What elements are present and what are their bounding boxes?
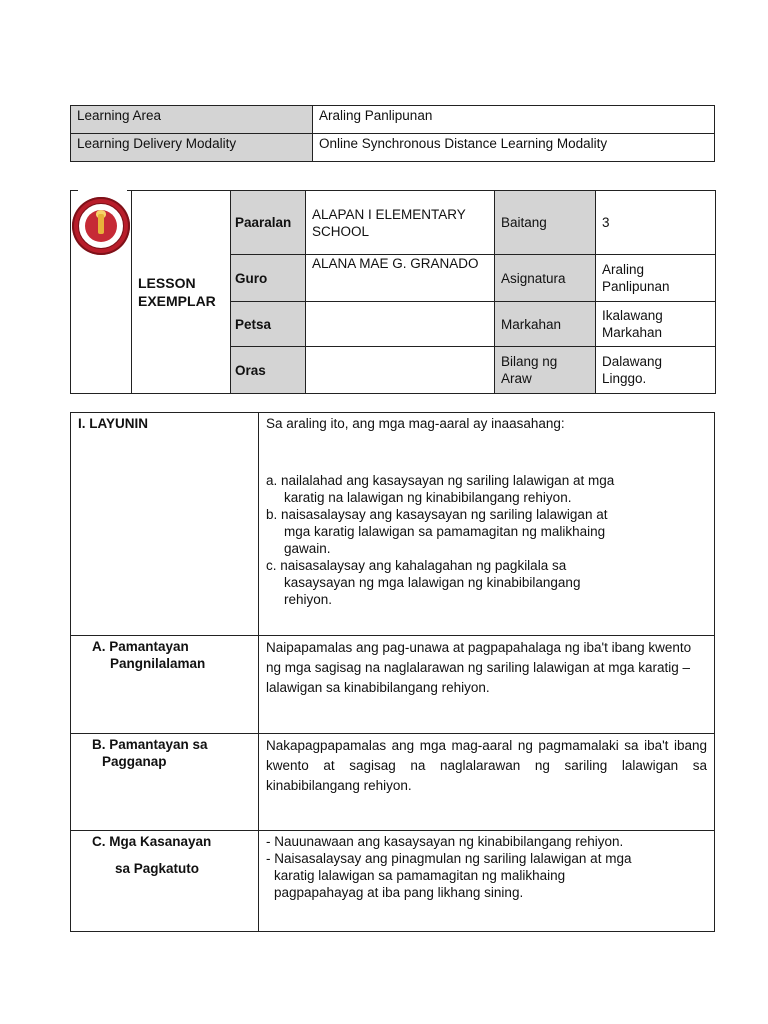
petsa-value <box>306 302 495 347</box>
list-item: c. naisasalaysay ang kahalagahan ng pagkilala sa kasaysayan ng mga lalawigan ng kinabibilangang rehiyon. <box>266 558 581 607</box>
petsa-label: Petsa <box>231 302 306 347</box>
logo-cell <box>71 191 132 394</box>
list-item: b. naisasalaysay ang kasaysayan ng sariling lalawigan at mga karatig lalawigan sa pamamagitan ng malikhaing gawain. <box>266 507 608 556</box>
guro-label: Guro <box>231 255 306 302</box>
baitang-value: 3 <box>596 191 716 255</box>
delivery-modality-label: Learning Delivery Modality <box>71 134 313 162</box>
kasanayan-content <box>259 831 715 932</box>
pamantayan-pangnilalaman-text: Naipapamalas ang pag-unawa at pagpapahalaga ng iba't ibang kwento ng mga sagisag na naglalarawan ng sariling lalawigan at mga karatig –lalawigan sa kinabibilangang rehiyon. <box>259 636 715 734</box>
lesson-header-table <box>70 190 716 394</box>
asignatura-value: Araling Panlipunan <box>596 255 716 302</box>
list-item: a. nailalahad ang kasaysayan ng sariling lalawigan at mga karatig na lalawigan ng kinabibilangang rehiyon. <box>266 473 615 505</box>
list-item: - Nauunawaan ang kasaysayan ng kinabibilangang rehiyon. <box>266 834 624 849</box>
asignatura-label: Asignatura <box>495 255 596 302</box>
baitang-label: Baitang <box>495 191 596 255</box>
school-seal-icon <box>72 197 130 255</box>
table-row <box>71 636 715 734</box>
learning-area-label: Learning Area <box>71 106 313 134</box>
delivery-modality-value: Online Synchronous Distance Learning Modality <box>313 134 715 162</box>
kasanayan-label: C. Mga Kasanayan sa Pagkatuto <box>71 831 259 932</box>
table-row <box>71 413 715 636</box>
bilang-value: Dalawang Linggo. <box>596 347 716 394</box>
learning-area-value: Araling Panlipunan <box>313 106 715 134</box>
kasanayan-list <box>266 833 707 901</box>
list-item: - Naisasalaysay ang pinagmulan ng sariling lalawigan at mga karatig lalawigan sa pamamagitan ng malikhaing pagpapahayag at iba pang likhang sining. <box>266 851 632 900</box>
pamantayan-pagganap-label: B. Pamantayan sa Pagganap <box>71 734 259 831</box>
lesson-content-table <box>70 412 715 932</box>
pamantayan-pangnilalaman-label: A. Pamantayan Pangnilalaman <box>71 636 259 734</box>
info-row <box>71 106 715 134</box>
markahan-label: Markahan <box>495 302 596 347</box>
oras-label: Oras <box>231 347 306 394</box>
layunin-label: I. LAYUNIN <box>71 413 259 636</box>
table-row <box>71 734 715 831</box>
paaralan-value: ALAPAN I ELEMENTARY SCHOOL <box>306 191 495 255</box>
bilang-label: Bilang ng Araw <box>495 347 596 394</box>
pamantayan-pagganap-text: Nakapagpapamalas ang mga mag-aaral ng pagmamalaki sa iba't ibang kwento at sagisag na naglalarawan ng sariling lalawigan sa kinabibilangang rehiyon. <box>259 734 715 831</box>
paaralan-label: Paaralan <box>231 191 306 255</box>
oras-value <box>306 347 495 394</box>
info-table <box>70 105 715 162</box>
layunin-content <box>259 413 715 636</box>
guro-value: ALANA MAE G. GRANADO <box>306 255 495 302</box>
objectives-list <box>266 472 707 608</box>
info-row <box>71 134 715 162</box>
markahan-value: Ikalawang Markahan <box>596 302 716 347</box>
table-row <box>71 831 715 932</box>
layunin-intro: Sa araling ito, ang mga mag-aaral ay inaasahang: <box>266 416 565 431</box>
lesson-exemplar-title: LESSON EXEMPLAR <box>132 191 231 394</box>
